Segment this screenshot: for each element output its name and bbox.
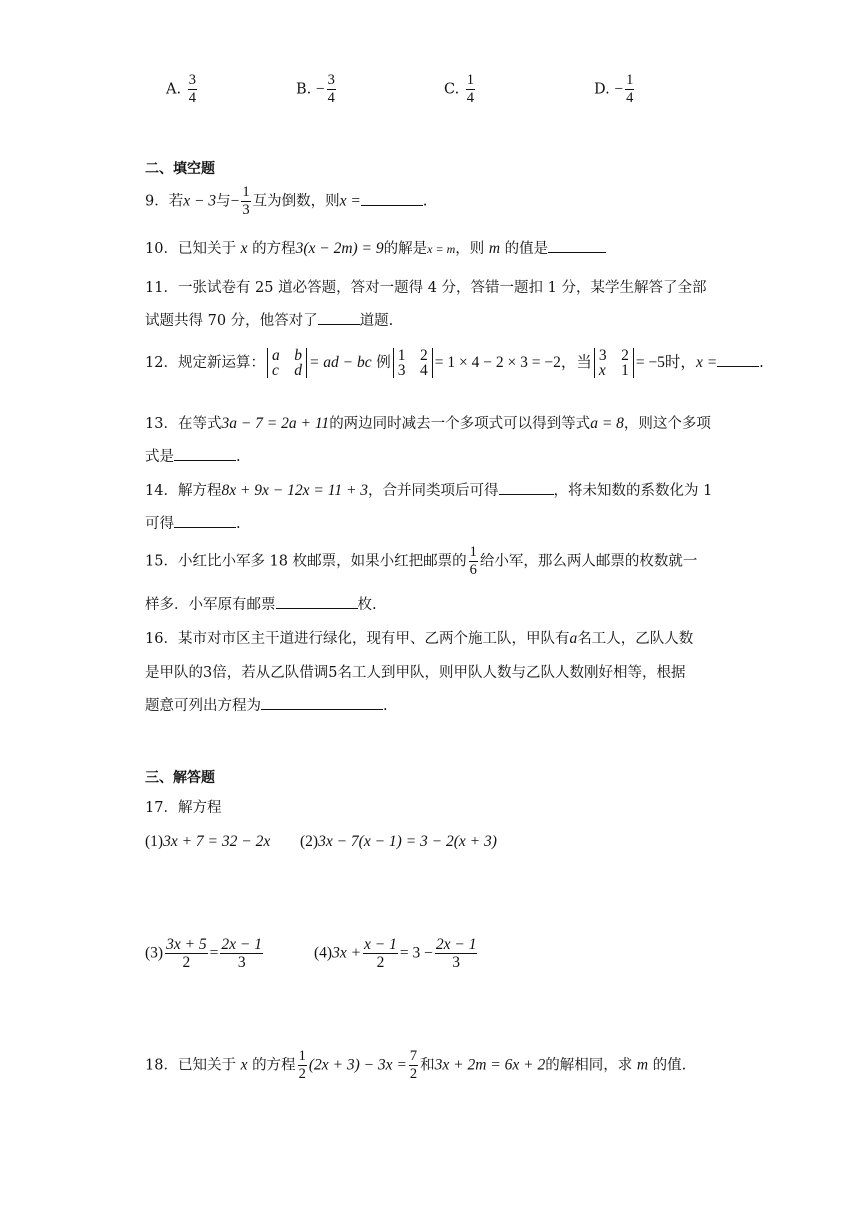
answer-blank[interactable] xyxy=(276,594,358,609)
answer-blank[interactable] xyxy=(318,310,360,325)
fraction: $\frac{3}{4}$ xyxy=(327,72,335,106)
question-9: 9．若x − 3与− $\frac{1}{3}$ 互为倒数，则x = . xyxy=(145,184,428,218)
answer-blank[interactable] xyxy=(174,446,236,461)
question-11-line-1: 11．一张试卷有 25 道必答题，答对一题得 4 分，答错一题扣 1 分，某学生解答了全部 xyxy=(145,280,707,296)
determinant: a b c d xyxy=(267,348,307,378)
fraction: $\frac{1}{6}$ xyxy=(469,544,477,578)
question-10: 10．已知关于 x 的方程3(x − 2m) = 9的解是x = m，则 m 的值是 xyxy=(145,237,606,258)
question-16-line-3: 题意可列出方程为 . xyxy=(145,694,388,715)
choice-d: D. − $\frac{1}{4}$ xyxy=(594,72,634,106)
fraction: $\frac{1}{4}$ xyxy=(626,72,634,106)
question-12: 12．规定新运算： a b c d = ad − bc 例 1 2 3 4 = 1 × 4 − 2 × 3 = −2，当 3 2 x 1 = −5时，x = . xyxy=(145,347,764,379)
answer-blank[interactable] xyxy=(174,513,236,528)
question-16-line-1: 16．某市对市区主干道进行绿化，现有甲、乙两个施工队，甲队有a名工人，乙队人数 xyxy=(145,630,694,647)
answer-blank[interactable] xyxy=(717,352,759,367)
choice-c: C. $\frac{1}{4}$ xyxy=(444,72,475,106)
fraction: $\frac{1}{2}$ xyxy=(298,1048,306,1082)
fraction: $\frac{1}{4}$ xyxy=(466,72,475,106)
determinant: 1 2 3 4 xyxy=(393,348,433,378)
answer-blank[interactable] xyxy=(261,695,383,710)
fraction: $\frac{3x + 5}{2}$ xyxy=(166,936,207,971)
question-13-line-1: 13．在等式3a − 7 = 2a + 11的两边同时减去一个多项式可以得到等式a = 8，则这个多项 xyxy=(145,415,711,432)
question-15-line-2: 样多．小军原有邮票 枚. xyxy=(145,593,377,614)
fraction: $\frac{2x - 1}{3}$ xyxy=(435,936,477,971)
question-16-line-2: 是甲队的3倍，若从乙队借调5名工人到甲队，则甲队人数与乙队人数刚好相等，根据 xyxy=(145,665,686,681)
question-18: 18．已知关于 x 的方程 $\frac{1}{2}$ (2x + 3) − 3x = $\frac{7}{2}$ 和3x + 2m = 6x + 2的解相同，求 m 的值. xyxy=(145,1048,687,1082)
section-heading-solve: 三、解答题 xyxy=(145,770,215,786)
question-17-part-4: (4)3x + $\frac{x - 1}{2}$ = 3 − $\frac{2x - 1}{3}$ xyxy=(314,936,477,971)
fraction: $\frac{x - 1}{2}$ xyxy=(364,936,397,971)
question-17-part-3: (3) $\frac{3x + 5}{2}$ = $\frac{2x - 1}{3}$ xyxy=(145,936,263,971)
choice-a: A. $\frac{3}{4}$ xyxy=(166,72,196,106)
fraction: $\frac{2x - 1}{3}$ xyxy=(221,936,263,971)
fraction: $\frac{7}{2}$ xyxy=(409,1048,418,1082)
question-11-line-2: 试题共得 70 分，他答对了 道题. xyxy=(145,309,393,330)
fraction: $\frac{3}{4}$ xyxy=(188,72,196,106)
question-14-line-2: 可得 . xyxy=(145,512,241,533)
section-heading-fill-in: 二、填空题 xyxy=(145,161,215,177)
answer-blank[interactable] xyxy=(499,480,554,495)
question-17-title: 17．解方程 xyxy=(145,800,222,816)
question-14-line-1: 14．解方程8x + 9x − 12x = 11 + 3，合并同类项后可得 ，将未知数的系数化为 1 xyxy=(145,482,713,499)
determinant: 3 2 x 1 xyxy=(594,348,634,378)
fraction: $\frac{1}{3}$ xyxy=(242,184,250,218)
answer-blank[interactable] xyxy=(548,238,606,253)
question-17-part-1: (1)3x + 7 = 32 − 2x xyxy=(145,833,271,850)
question-13-line-2: 式是 . xyxy=(145,445,241,466)
question-17-part-2: (2)3x − 7(x − 1) = 3 − 2(x + 3) xyxy=(300,833,497,850)
choice-b: B. − $\frac{3}{4}$ xyxy=(296,72,335,106)
answer-blank[interactable] xyxy=(361,191,423,206)
question-15-line-1: 15．小红比小军多 18 枚邮票，如果小红把邮票的 $\frac{1}{6}$ 给小军，那么两人邮票的枚数就一 xyxy=(145,544,698,578)
